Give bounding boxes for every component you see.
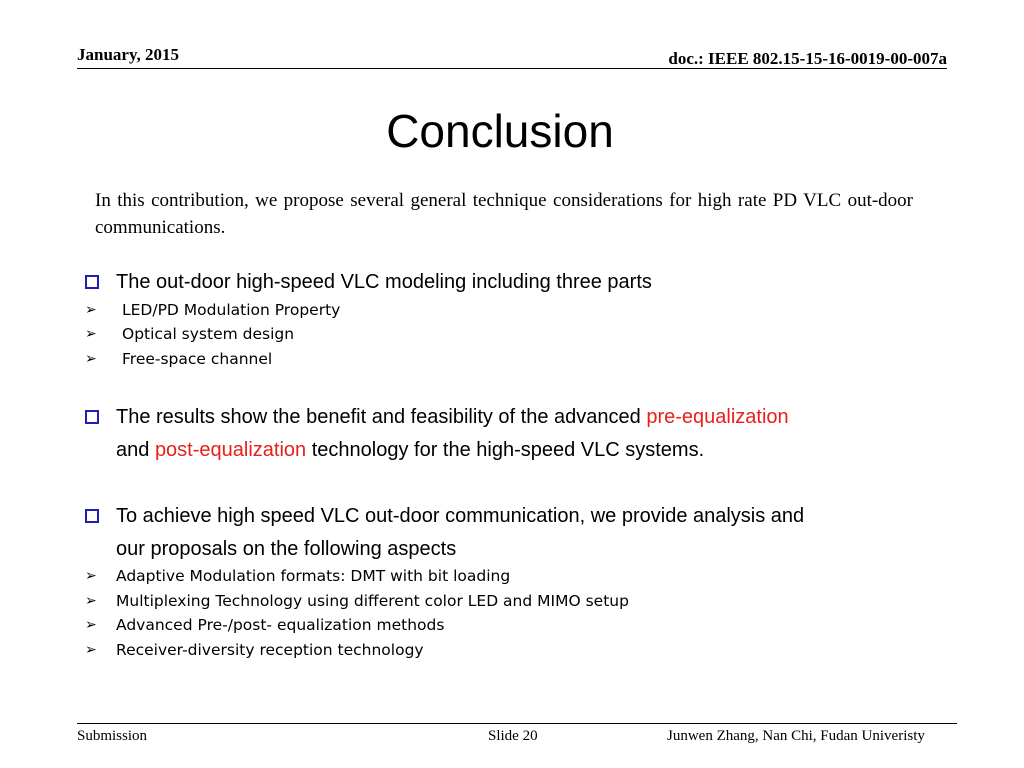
- arrow-bullet-icon: ➢: [85, 568, 97, 584]
- sub-item: [85, 589, 629, 614]
- sub-item-text: LED/PD Modulation Property: [122, 301, 341, 319]
- highlight-post-equalization: post-equalization: [154, 439, 307, 461]
- bullet-modeling-text: The out-door high-speed VLC modeling including three parts: [116, 271, 652, 293]
- arrow-bullet-icon: ➢: [85, 302, 97, 318]
- sub-item: [85, 613, 444, 638]
- bullet-results-text: and: [116, 439, 155, 461]
- arrow-bullet-icon: ➢: [85, 617, 97, 633]
- sub-item: [85, 564, 510, 589]
- slide-title: Conclusion: [386, 105, 614, 157]
- header-doc-id: doc.: IEEE 802.15-15-16-0019-00-007a: [668, 49, 947, 68]
- sub-item-text: Adaptive Modulation formats: DMT with bit loading: [116, 567, 511, 585]
- bullet-proposals-text: To achieve high speed VLC out-door communication, we provide analysis and: [116, 505, 805, 527]
- bullet-results-text: technology for the high-speed VLC systems.: [306, 439, 705, 461]
- footer-divider: [77, 723, 957, 724]
- arrow-bullet-icon: ➢: [85, 642, 97, 658]
- highlight-pre-equalization: pre-equalization: [646, 406, 789, 428]
- sub-item: [85, 322, 294, 347]
- bullet-results-text: The results show the benefit and feasibility of the advanced: [116, 406, 647, 428]
- bullet-results: [85, 401, 915, 467]
- sub-item: [85, 638, 424, 663]
- square-bullet-icon: [85, 410, 99, 424]
- sub-item-text: Advanced Pre-/post- equalization methods: [116, 616, 445, 634]
- header-divider: [77, 68, 947, 69]
- sub-item-text: Free-space channel: [122, 350, 273, 368]
- footer-slide-number: Slide 20: [488, 728, 538, 744]
- arrow-bullet-icon: ➢: [85, 351, 97, 367]
- intro-paragraph: In this contribution, we propose several general technique considerations for high rate PD VLC out-door communications.: [95, 190, 913, 238]
- sub-item: [85, 347, 272, 372]
- square-bullet-icon: [85, 275, 99, 289]
- bullet-proposals: [85, 500, 915, 566]
- square-bullet-icon: [85, 509, 99, 523]
- arrow-bullet-icon: ➢: [85, 326, 97, 342]
- sub-item-text: Optical system design: [122, 325, 295, 343]
- sub-item-text: Receiver-diversity reception technology: [116, 641, 424, 659]
- bullet-modeling: [85, 266, 915, 299]
- sub-item: [85, 298, 340, 323]
- arrow-bullet-icon: ➢: [85, 593, 97, 609]
- footer-submission: Submission: [77, 728, 148, 744]
- bullet-proposals-text: our proposals on the following aspects: [116, 538, 457, 560]
- header-date: January, 2015: [77, 45, 180, 64]
- sub-item-text: Multiplexing Technology using different color LED and MIMO setup: [116, 592, 629, 610]
- footer-authors: Junwen Zhang, Nan Chi, Fudan Univeristy: [667, 728, 925, 744]
